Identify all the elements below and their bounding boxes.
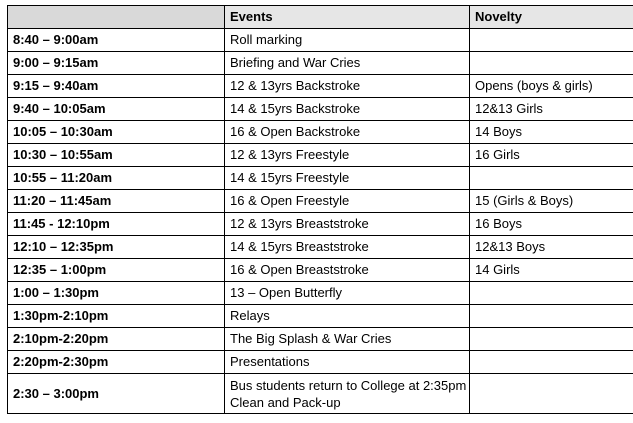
- table-row: [8, 167, 633, 190]
- novelty-cell: [470, 351, 633, 374]
- table-row: [8, 190, 633, 213]
- novelty-cell: 16 Boys: [470, 213, 633, 236]
- event-cell: 14 & 15yrs Freestyle: [225, 167, 470, 190]
- novelty-cell: [470, 167, 633, 190]
- schedule-table: [7, 5, 633, 414]
- event-cell: Roll marking: [225, 29, 470, 52]
- time-cell: 10:05 – 10:30am: [8, 121, 225, 144]
- event-cell: 16 & Open Freestyle: [225, 190, 470, 213]
- novelty-cell: [470, 282, 633, 305]
- table-row: [8, 75, 633, 98]
- event-line: Bus students return to College at 2:35pm: [230, 377, 467, 393]
- time-cell: 9:15 – 9:40am: [8, 75, 225, 98]
- event-cell-multiline: [225, 374, 470, 414]
- novelty-cell: 12&13 Boys: [470, 236, 633, 259]
- schedule-body: [8, 29, 633, 414]
- event-cell: 16 & Open Breaststroke: [225, 259, 470, 282]
- time-cell: 9:00 – 9:15am: [8, 52, 225, 75]
- event-cell: 14 & 15yrs Breaststroke: [225, 236, 470, 259]
- event-cell: 13 – Open Butterfly: [225, 282, 470, 305]
- header-row: [8, 6, 633, 29]
- time-cell: 8:40 – 9:00am: [8, 29, 225, 52]
- time-cell: 1:30pm-2:10pm: [8, 305, 225, 328]
- table-row: [8, 259, 633, 282]
- table-row: [8, 213, 633, 236]
- event-cell: 14 & 15yrs Backstroke: [225, 98, 470, 121]
- event-cell: 12 & 13yrs Breaststroke: [225, 213, 470, 236]
- table-row-last: [8, 374, 633, 414]
- time-cell: 2:20pm-2:30pm: [8, 351, 225, 374]
- event-cell: 12 & 13yrs Backstroke: [225, 75, 470, 98]
- novelty-cell: [470, 29, 633, 52]
- time-cell: 9:40 – 10:05am: [8, 98, 225, 121]
- event-cell: Relays: [225, 305, 470, 328]
- time-cell: 10:55 – 11:20am: [8, 167, 225, 190]
- novelty-cell: [470, 328, 633, 351]
- novelty-cell: 14 Girls: [470, 259, 633, 282]
- event-cell: 12 & 13yrs Freestyle: [225, 144, 470, 167]
- table-row: [8, 144, 633, 167]
- novelty-cell: [470, 305, 633, 328]
- event-cell: The Big Splash & War Cries: [225, 328, 470, 351]
- event-cell: 16 & Open Backstroke: [225, 121, 470, 144]
- table-row: [8, 282, 633, 305]
- time-cell: 11:45 - 12:10pm: [8, 213, 225, 236]
- table-row: [8, 29, 633, 52]
- time-cell: 12:35 – 1:00pm: [8, 259, 225, 282]
- novelty-cell: 15 (Girls & Boys): [470, 190, 633, 213]
- event-line: Clean and Pack-up: [230, 394, 341, 410]
- table-row: [8, 98, 633, 121]
- time-cell: 11:20 – 11:45am: [8, 190, 225, 213]
- time-cell: 2:30 – 3:00pm: [8, 374, 225, 414]
- novelty-cell: [470, 374, 633, 414]
- time-cell: 2:10pm-2:20pm: [8, 328, 225, 351]
- novelty-cell: Opens (boys & girls): [470, 75, 633, 98]
- novelty-cell: 12&13 Girls: [470, 98, 633, 121]
- time-cell: 1:00 – 1:30pm: [8, 282, 225, 305]
- schedule-sheet: [7, 5, 633, 414]
- event-cell: Briefing and War Cries: [225, 52, 470, 75]
- table-row: [8, 121, 633, 144]
- table-row: [8, 236, 633, 259]
- header-events: Events: [225, 6, 470, 29]
- table-row: [8, 328, 633, 351]
- novelty-cell: 14 Boys: [470, 121, 633, 144]
- header-novelty: Novelty: [470, 6, 633, 29]
- table-row: [8, 305, 633, 328]
- novelty-cell: 16 Girls: [470, 144, 633, 167]
- time-cell: 10:30 – 10:55am: [8, 144, 225, 167]
- time-cell: 12:10 – 12:35pm: [8, 236, 225, 259]
- header-time: [8, 6, 225, 29]
- table-row: [8, 52, 633, 75]
- novelty-cell: [470, 52, 633, 75]
- event-cell: Presentations: [225, 351, 470, 374]
- table-row: [8, 351, 633, 374]
